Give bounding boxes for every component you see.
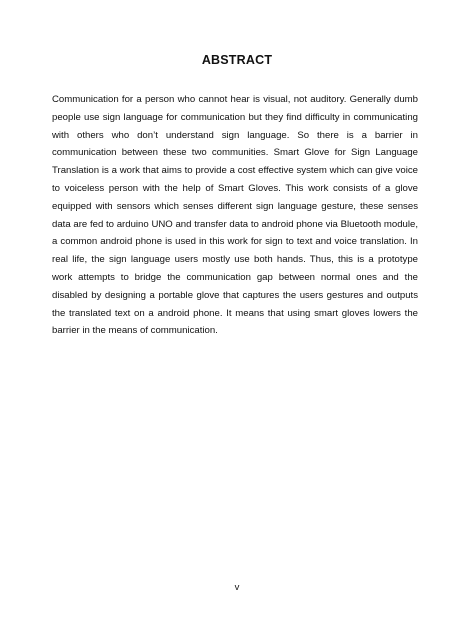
- abstract-paragraph: Communication for a person who cannot hear is visual, not auditory. Generally dumb people use sign language for communication but they find difficulty in communicating with others who don’t understand sign language. So there is a barrier in communication between these two communities. Smart Glove for Sign Language Translation is a work that aims to provide a cost effective system which can give voice to voiceless person with the help of Smart Gloves. This work consists of a glove equipped with sensors which senses different sign language gesture, these senses data are fed to arduino UNO and transfer data to android phone via Bluetooth module, a common android phone is used in this work for sign to text and voice translation. In real life, the sign language users mostly use both hands. Thus, this is a prototype work attempts to bridge the communication gap between normal ones and the disabled by designing a portable glove that captures the users gestures and outputs the translated text on a android phone. It means that using smart gloves lowers the barrier in the means of communication.: [52, 94, 418, 337]
- page-number: v: [234, 582, 240, 593]
- abstract-heading: ABSTRACT: [201, 53, 273, 67]
